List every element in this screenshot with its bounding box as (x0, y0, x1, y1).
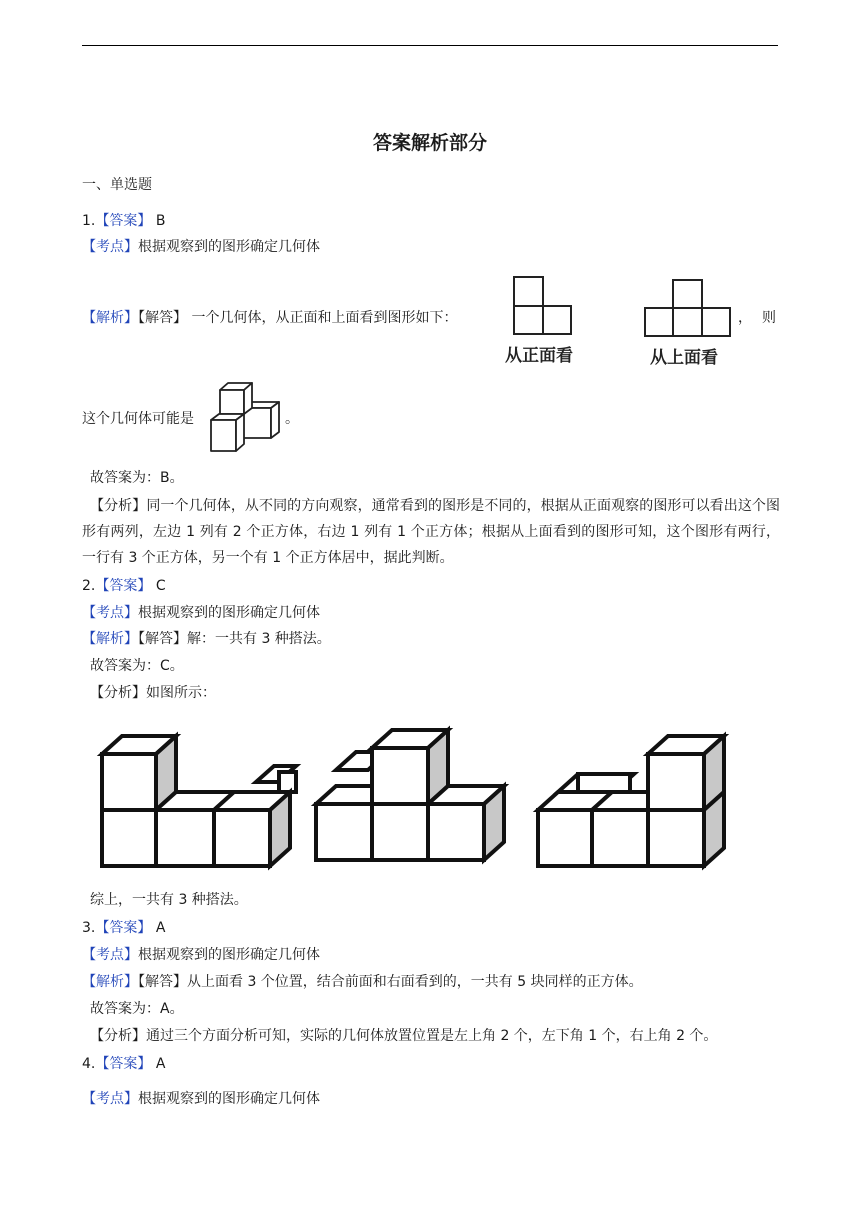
top-view-caption: 从上面看 (650, 348, 718, 368)
section-heading: 一、单选题 (82, 177, 152, 193)
q1-maybe-line (82, 409, 194, 429)
q2-kaodian-line (82, 603, 320, 623)
fenxi-label: 【分析】 (90, 685, 146, 701)
q3-answer: A (155, 920, 166, 936)
answer-label: 【答案】 (95, 920, 152, 936)
q1-answer: B (155, 213, 166, 229)
q1-solid-figure (206, 378, 286, 458)
q2-kaodian: 根据观察到的图形确定几何体 (138, 605, 320, 621)
header-rule (82, 45, 778, 46)
q1-then: 则 (762, 310, 776, 326)
front-view-caption: 从正面看 (505, 346, 573, 366)
q3-answer-line (82, 918, 165, 938)
kaodian-label: 【考点】 (82, 1091, 138, 1107)
q1-comma: ， (738, 310, 752, 326)
q1-fenxi-block (82, 493, 780, 571)
kaodian-label: 【考点】 (82, 605, 138, 621)
q2-answer: C (155, 578, 166, 594)
jiexi-label: 【解析】 (82, 974, 138, 990)
jiexi-label: 【解析】 (82, 631, 138, 647)
jieda-label: 【解答】 (138, 310, 187, 326)
fenxi-label: 【分析】 (90, 498, 147, 514)
q4-number: 4. (82, 1056, 96, 1072)
q1-maybe: 这个几何体可能是 (82, 411, 194, 427)
q2-jieda: 解：一共有 3 种搭法。 (187, 631, 331, 647)
q4-kaodian: 根据观察到的图形确定几何体 (138, 1091, 320, 1107)
q3-number: 3. (82, 920, 96, 936)
q1-jiexi-text: 一个几何体，从正面和上面看到图形如下： (191, 310, 458, 326)
page-title: 答案解析部分 (372, 132, 487, 154)
q3-result: 故答案为：A。 (90, 1001, 184, 1017)
arrangement-1 (102, 736, 296, 866)
q1-jiexi-line (82, 308, 457, 328)
q4-answer: A (155, 1056, 166, 1072)
q1-number: 1. (82, 213, 96, 229)
q3-jiexi-line (82, 972, 643, 992)
fenxi-label: 【分析】 (90, 1028, 146, 1044)
answer-label: 【答案】 (95, 578, 152, 594)
q4-kaodian-line (82, 1089, 320, 1109)
q2-summary: 综上，一共有 3 种搭法。 (90, 892, 248, 908)
q1-period: 。 (285, 411, 299, 427)
q1-result: 故答案为：B。 (90, 470, 184, 486)
kaodian-label: 【考点】 (82, 947, 138, 963)
q1-answer-line (82, 211, 165, 231)
top-view-figure (642, 272, 742, 372)
kaodian-label: 【考点】 (82, 239, 138, 255)
q2-result: 故答案为：C。 (90, 658, 184, 674)
q3-jieda: 从上面看 3 个位置，结合前面和右面看到的，一共有 5 块同样的正方体。 (187, 974, 643, 990)
arrangement-2 (316, 730, 504, 860)
q3-fenxi: 通过三个方面分析可知，实际的几何体放置位置是左上角 2 个，左下角 1 个，右上角 2 个。 (146, 1028, 718, 1044)
answer-label: 【答案】 (95, 213, 152, 229)
front-view-figure (505, 272, 595, 372)
answer-label: 【答案】 (95, 1056, 152, 1072)
q1-kaodian-line (82, 237, 320, 257)
q2-number: 2. (82, 578, 96, 594)
q1-kaodian: 根据观察到的图形确定几何体 (138, 239, 320, 255)
q2-answer-line (82, 576, 166, 596)
q3-fenxi-line (90, 1026, 717, 1046)
q2-arrangements-figure (98, 722, 728, 872)
q3-kaodian-line (82, 945, 320, 965)
q4-answer-line (82, 1054, 165, 1074)
q2-jiexi-line (82, 629, 331, 649)
jiexi-label: 【解析】 (82, 310, 138, 326)
jieda-label: 【解答】 (138, 974, 187, 990)
q2-fenxi-line (90, 683, 216, 703)
arrangement-3 (538, 736, 724, 866)
jieda-label: 【解答】 (138, 631, 187, 647)
q2-fenxi: 如图所示： (146, 685, 216, 701)
q3-kaodian: 根据观察到的图形确定几何体 (138, 947, 320, 963)
q1-fenxi: 同一个几何体，从不同的方向观察，通常看到的图形是不同的，根据从正面观察的图形可以看出这个图形有两列，左边 1 列有 2 个正方体，右边 1 列有 1 个正方体；根据从上面看到的图形可知，这个图形有两行，一行有 3 个正方体，另一个有 1 个正方体居中，据此判断。 (82, 498, 781, 566)
